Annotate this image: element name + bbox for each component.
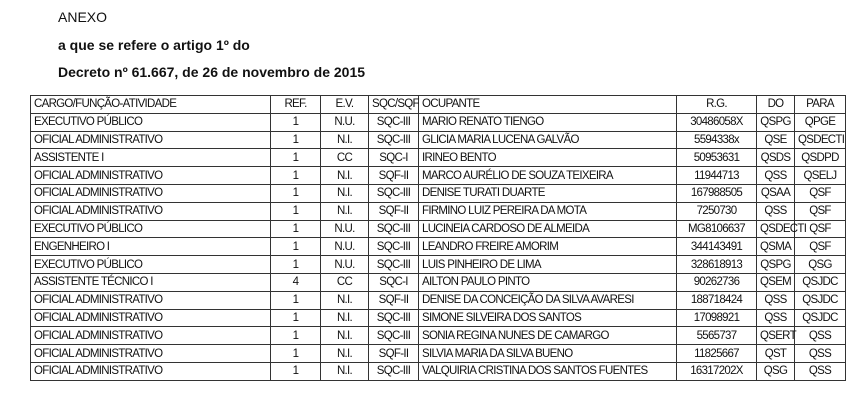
- cell-do: QSS: [757, 291, 795, 309]
- transfer-table: [30, 95, 846, 381]
- cell-ocupante: SIMONE SILVEIRA DOS SANTOS: [419, 309, 677, 327]
- cell-do: QSDECTI: [757, 220, 795, 238]
- table-row: [31, 220, 846, 238]
- cell-do: QSPG: [757, 256, 795, 274]
- cell-cargo: EXECUTIVO PÚBLICO: [31, 220, 271, 238]
- cell-sqc-sqf: SQC-III: [369, 131, 419, 149]
- cell-para: QSJDC: [795, 309, 846, 327]
- cell-cargo: EXECUTIVO PÚBLICO: [31, 113, 271, 131]
- cell-sqc-sqf: SQC-III: [369, 220, 419, 238]
- cell-do: QSPG: [757, 113, 795, 131]
- header-sqc-sqf: SQC/SQF: [369, 96, 419, 114]
- table-row: [31, 113, 846, 131]
- cell-do: QSG: [757, 362, 795, 380]
- cell-ocupante: LEANDRO FREIRE AMORIM: [419, 238, 677, 256]
- cell-rg: 7250730: [677, 202, 757, 220]
- cell-cargo: ASSISTENTE I: [31, 149, 271, 167]
- cell-rg: 167988505: [677, 184, 757, 202]
- cell-sqc-sqf: SQF-II: [369, 345, 419, 363]
- cell-ref: 1: [271, 149, 321, 167]
- cell-ev: N.I.: [321, 345, 369, 363]
- cell-rg: 16317202X: [677, 362, 757, 380]
- cell-rg: 17098921: [677, 309, 757, 327]
- cell-ocupante: AILTON PAULO PINTO: [419, 273, 677, 291]
- cell-para: QSS: [795, 327, 846, 345]
- cell-rg: 188718424: [677, 291, 757, 309]
- cell-ref: 1: [271, 202, 321, 220]
- cell-ocupante: SILVIA MARIA DA SILVA BUENO: [419, 345, 677, 363]
- cell-do: QST: [757, 345, 795, 363]
- table-row: [31, 202, 846, 220]
- cell-para: QSS: [795, 362, 846, 380]
- cell-rg: 5565737: [677, 327, 757, 345]
- cell-para: QSF: [795, 184, 846, 202]
- cell-rg: 30486058X: [677, 113, 757, 131]
- cell-do: QSS: [757, 202, 795, 220]
- table-header-row: [31, 96, 846, 114]
- annex-title: ANEXO: [58, 9, 108, 25]
- cell-sqc-sqf: SQC-III: [369, 256, 419, 274]
- cell-ref: 1: [271, 256, 321, 274]
- cell-ocupante: DENISE TURATI DUARTE: [419, 184, 677, 202]
- cell-do: QSDS: [757, 149, 795, 167]
- cell-ref: 1: [271, 345, 321, 363]
- cell-ref: 1: [271, 113, 321, 131]
- cell-ev: N.I.: [321, 167, 369, 185]
- cell-ev: N.I.: [321, 327, 369, 345]
- cell-rg: 11944713: [677, 167, 757, 185]
- annex-subtitle: a que se refere o artigo 1º do: [58, 37, 250, 53]
- cell-ocupante: LUCINEIA CARDOSO DE ALMEIDA: [419, 220, 677, 238]
- cell-do: QSS: [757, 309, 795, 327]
- cell-ocupante: LUIS PINHEIRO DE LIMA: [419, 256, 677, 274]
- header-ocupante: OCUPANTE: [419, 96, 677, 114]
- cell-rg: 50953631: [677, 149, 757, 167]
- cell-cargo: OFICIAL ADMINISTRATIVO: [31, 131, 271, 149]
- cell-para: QSJDC: [795, 273, 846, 291]
- cell-cargo: ASSISTENTE TÉCNICO I: [31, 273, 271, 291]
- cell-sqc-sqf: SQC-I: [369, 273, 419, 291]
- cell-ev: CC: [321, 273, 369, 291]
- cell-ref: 1: [271, 309, 321, 327]
- cell-para: QSF: [795, 202, 846, 220]
- header-cargo: CARGO/FUNÇÃO-ATIVIDADE: [31, 96, 271, 114]
- cell-cargo: EXECUTIVO PÚBLICO: [31, 256, 271, 274]
- table-row: [31, 273, 846, 291]
- cell-para: QSELJ: [795, 167, 846, 185]
- cell-ref: 1: [271, 238, 321, 256]
- cell-ocupante: VALQUIRIA CRISTINA DOS SANTOS FUENTES: [419, 362, 677, 380]
- cell-ocupante: GLICIA MARIA LUCENA GALVÃO: [419, 131, 677, 149]
- cell-sqc-sqf: SQC-III: [369, 362, 419, 380]
- table-row: [31, 184, 846, 202]
- table-row: [31, 167, 846, 185]
- cell-ev: CC: [321, 149, 369, 167]
- cell-ref: 4: [271, 273, 321, 291]
- cell-sqc-sqf: SQC-III: [369, 327, 419, 345]
- table-row: [31, 131, 846, 149]
- cell-rg: 11825667: [677, 345, 757, 363]
- table-row: [31, 291, 846, 309]
- table-row: [31, 327, 846, 345]
- cell-do: QSERT: [757, 327, 795, 345]
- table-row: [31, 309, 846, 327]
- header-para: PARA: [795, 96, 846, 114]
- cell-para: QSDPD: [795, 149, 846, 167]
- cell-cargo: OFICIAL ADMINISTRATIVO: [31, 291, 271, 309]
- cell-ocupante: MARIO RENATO TIENGO: [419, 113, 677, 131]
- cell-ref: 1: [271, 184, 321, 202]
- cell-para: QSG: [795, 256, 846, 274]
- cell-cargo: OFICIAL ADMINISTRATIVO: [31, 309, 271, 327]
- cell-ev: N.I.: [321, 184, 369, 202]
- cell-sqc-sqf: SQC-I: [369, 149, 419, 167]
- cell-ev: N.U.: [321, 256, 369, 274]
- table-row: [31, 256, 846, 274]
- cell-sqc-sqf: SQF-II: [369, 202, 419, 220]
- cell-para: QSS: [795, 345, 846, 363]
- cell-do: QSAA: [757, 184, 795, 202]
- cell-ocupante: SONIA REGINA NUNES DE CAMARGO: [419, 327, 677, 345]
- cell-ocupante: DENISE DA CONCEIÇÃO DA SILVA AVARESI: [419, 291, 677, 309]
- cell-rg: 90262736: [677, 273, 757, 291]
- cell-ev: N.U.: [321, 238, 369, 256]
- header-ref: REF.: [271, 96, 321, 114]
- cell-ocupante: MARCO AURÉLIO DE SOUZA TEIXEIRA: [419, 167, 677, 185]
- cell-ref: 1: [271, 220, 321, 238]
- cell-cargo: OFICIAL ADMINISTRATIVO: [31, 184, 271, 202]
- cell-cargo: OFICIAL ADMINISTRATIVO: [31, 327, 271, 345]
- cell-para: QSDECTI: [795, 131, 846, 149]
- cell-do: QSEM: [757, 273, 795, 291]
- cell-para: QPGE: [795, 113, 846, 131]
- cell-sqc-sqf: SQC-III: [369, 238, 419, 256]
- cell-ref: 1: [271, 131, 321, 149]
- decree-title: Decreto nº 61.667, de 26 de novembro de 2015: [58, 64, 366, 80]
- header-ev: E.V.: [321, 96, 369, 114]
- cell-ref: 1: [271, 167, 321, 185]
- header-rg: R.G.: [677, 96, 757, 114]
- cell-ev: N.I.: [321, 291, 369, 309]
- cell-sqc-sqf: SQF-II: [369, 167, 419, 185]
- cell-sqc-sqf: SQF-II: [369, 291, 419, 309]
- cell-ev: N.I.: [321, 131, 369, 149]
- cell-ev: N.U.: [321, 220, 369, 238]
- cell-cargo: OFICIAL ADMINISTRATIVO: [31, 362, 271, 380]
- cell-ev: N.I.: [321, 202, 369, 220]
- table-row: [31, 345, 846, 363]
- cell-sqc-sqf: SQC-III: [369, 184, 419, 202]
- table-row: [31, 149, 846, 167]
- cell-cargo: OFICIAL ADMINISTRATIVO: [31, 167, 271, 185]
- cell-para: QSF: [795, 220, 846, 238]
- cell-ocupante: IRINEO BENTO: [419, 149, 677, 167]
- cell-ocupante: FIRMINO LUIZ PEREIRA DA MOTA: [419, 202, 677, 220]
- cell-ref: 1: [271, 327, 321, 345]
- cell-ev: N.U.: [321, 113, 369, 131]
- cell-rg: 5594338x: [677, 131, 757, 149]
- cell-sqc-sqf: SQC-III: [369, 309, 419, 327]
- cell-ref: 1: [271, 291, 321, 309]
- cell-ev: N.I.: [321, 309, 369, 327]
- cell-ev: N.I.: [321, 362, 369, 380]
- cell-cargo: OFICIAL ADMINISTRATIVO: [31, 202, 271, 220]
- cell-para: QSJDC: [795, 291, 846, 309]
- table-row: [31, 238, 846, 256]
- cell-rg: 344143491: [677, 238, 757, 256]
- cell-do: QSS: [757, 167, 795, 185]
- cell-sqc-sqf: SQC-III: [369, 113, 419, 131]
- cell-rg: 328618913: [677, 256, 757, 274]
- cell-para: QSF: [795, 238, 846, 256]
- header-do: DO: [757, 96, 795, 114]
- cell-do: QSMA: [757, 238, 795, 256]
- cell-ref: 1: [271, 362, 321, 380]
- cell-cargo: ENGENHEIRO I: [31, 238, 271, 256]
- cell-rg: MG8106637: [677, 220, 757, 238]
- cell-do: QSE: [757, 131, 795, 149]
- table-row: [31, 362, 846, 380]
- cell-cargo: OFICIAL ADMINISTRATIVO: [31, 345, 271, 363]
